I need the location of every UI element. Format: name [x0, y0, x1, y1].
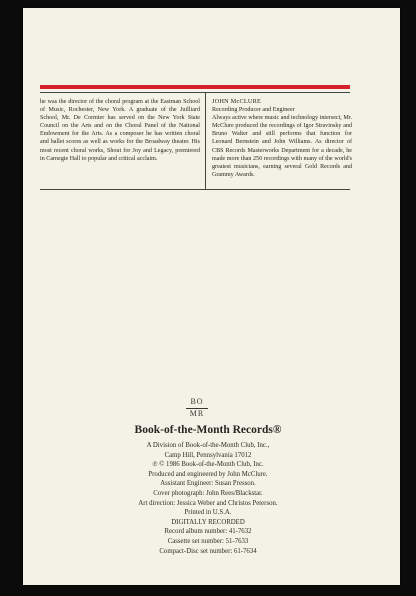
bio-right-column	[212, 98, 352, 179]
credit-line: Printed in U.S.A.	[184, 509, 232, 517]
logo-line-2: MR	[189, 409, 205, 418]
credit-line: DIGITALLY RECORDED	[171, 518, 245, 526]
top-rule	[40, 92, 350, 93]
credit-line: Art direction: Jessica Weber and Christos Peterson.	[138, 499, 278, 507]
bio-right-text: Always active where music and technology intersect, Mr. McClure produced the recordings of Igor Stravinsky and Bruno Walter and still performs that function for Leonard Bernstein and John Williams. As director of CBS Records Masterworks Department for a decade, he made more than 250 recordings with many of the world's greatest musicians, earning several Gold Records and Grammy Awards.	[212, 115, 352, 178]
credit-line: Produced and engineered by John McClure.	[148, 470, 268, 478]
logo-line-1: BO	[186, 397, 208, 409]
credit-line: Compact-Disc set number: 61-7634	[159, 547, 257, 555]
bio-name: JOHN McCLURE	[212, 98, 262, 105]
credit-line: Record album number: 41-7632	[164, 528, 252, 536]
credits-block	[0, 441, 416, 556]
credit-line: Cover photograph: John Rees/Blackstar.	[153, 489, 263, 497]
credit-line: A Division of Book-of-the-Month Club, Inc.,	[146, 442, 270, 449]
brand-title: Book-of-the-Month Records®	[134, 424, 282, 436]
bio-left-text: he was the director of the choral program at the Eastman School of Music, Rochester, New York. A graduate of the Juilliard School, Mr. De Cormier has served on the New York State Council on the Arts and on the Choral Panel of the National Endowment for the Arts. As a composer he has written choral and ballet scores as well as works for the Broadway theater. His most recent choral works, Shout for Joy and Legacy, premiered in Carnegie Hall to popular and critical acclaim.	[40, 99, 200, 162]
credit-line: Cassette set number: 51-7633	[167, 537, 249, 545]
bottom-rule	[40, 189, 350, 190]
credit-line: ℗ © 1986 Book-of-the-Month Club, Inc.	[152, 461, 264, 469]
bio-left-column	[40, 98, 200, 163]
red-rule	[40, 85, 350, 89]
bio-role: Recording Producer and Engineer	[212, 107, 295, 114]
credit-line: Assistant Engineer: Susan Presson.	[160, 480, 256, 488]
column-divider	[205, 93, 206, 189]
credit-line: Camp Hill, Pennsylvania 17012	[164, 451, 252, 459]
bomr-logo	[186, 397, 208, 423]
